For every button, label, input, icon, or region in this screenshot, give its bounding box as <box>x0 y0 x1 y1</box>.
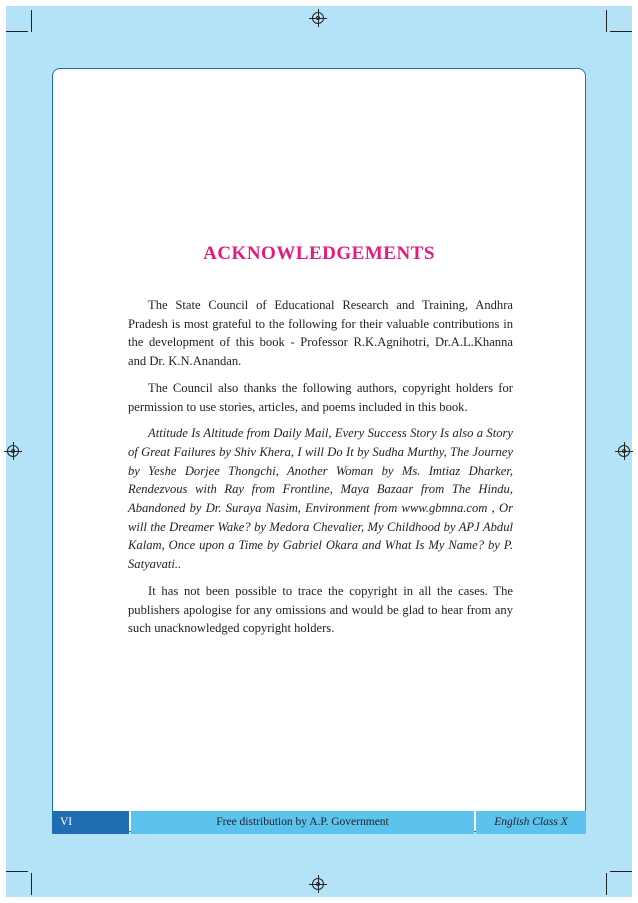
registration-mark-icon <box>7 445 19 457</box>
crop-mark <box>6 871 28 872</box>
registration-mark-icon <box>312 878 324 890</box>
crop-mark <box>606 873 607 895</box>
distribution-note: Free distribution by A.P. Government <box>131 811 474 834</box>
crop-mark <box>31 873 32 895</box>
page-number: VI <box>52 811 129 834</box>
class-label: English Class X <box>476 811 586 834</box>
registration-mark-icon <box>312 12 324 24</box>
crop-mark <box>606 10 607 32</box>
acknowledgement-body <box>128 296 513 646</box>
crop-mark <box>610 31 632 32</box>
paragraph-copyright-note: It has not been possible to trace the copyright in all the cases. The publishers apologise for any omissions and would be glad to hear from any such unacknowledged copyright holders. <box>128 583 513 636</box>
paragraph-sources-list: Attitude Is Altitude from Daily Mail, Every Success Story Is also a Story of Great Failures by Shiv Khera, I will Do It by Sudha Murthy, The Journey by Yeshe Dorjee Thongchi, Another Woman by Ms. Imtiaz Dharker, Rendezvous with Ray from Frontline, Maya Bazaar from The Hindu, Abandoned by Dr. Suraya Nasim, Environment from www.gbmna.com , Or will the Dreamer Wake? by Medora Chevalier, My Childhood by APJ Abdul Kalam, Once upon a Time by Gabriel Okara and What Is My Name? by P. Satyavati.. <box>128 426 513 572</box>
registration-mark-icon <box>618 445 630 457</box>
content-panel <box>52 68 586 832</box>
crop-mark <box>6 31 28 32</box>
crop-mark <box>610 871 632 872</box>
paragraph-thanks-contributors: The State Council of Educational Research and Training, Andhra Pradesh is most grateful to the following for their valuable contributions in the development of this book - Professor R.K.Agnihotri, Dr.A.L.Khanna and Dr. K.N.Anandan. <box>128 298 513 369</box>
page-footer <box>52 811 586 834</box>
paragraph-thanks-authors: The Council also thanks the following authors, copyright holders for permission to use stories, articles, and poems included in this book. <box>128 380 513 414</box>
crop-mark <box>31 10 32 32</box>
page-title: ACKNOWLEDGEMENTS <box>203 243 435 264</box>
